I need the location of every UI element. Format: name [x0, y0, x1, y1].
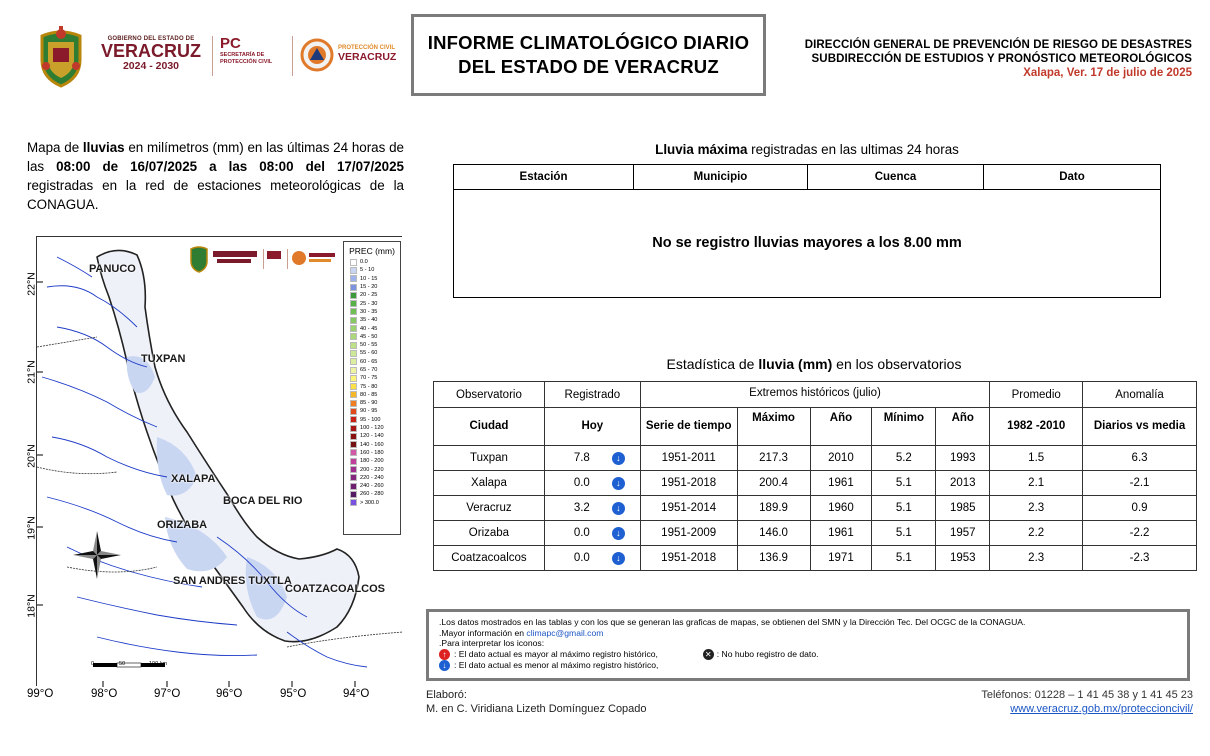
legend-row — [344, 490, 400, 498]
cell-promedio: 2.3 — [990, 546, 1083, 571]
legend-label: 180 - 200 — [360, 458, 384, 465]
legend-label: 65 - 70 — [360, 367, 378, 373]
cell-minimo: 5.1 — [872, 546, 936, 571]
gov-small-text: GOBIERNO DEL ESTADO DE — [107, 36, 195, 42]
head-periodo: 1982 -2010 — [990, 408, 1083, 446]
cell-maximo: 136.9 — [737, 546, 810, 571]
hoy-value: 0.0 — [573, 477, 590, 490]
legend-row — [344, 449, 400, 457]
legend-swatch — [350, 259, 357, 266]
proteccion-civil-logo — [338, 44, 408, 63]
legend-row — [344, 366, 400, 374]
head-promedio: Promedio — [990, 382, 1083, 408]
legend-row — [344, 382, 400, 390]
table-row — [434, 471, 1197, 496]
note-icon-line-2 — [439, 660, 1177, 671]
legend-swatch — [350, 433, 357, 440]
lon-label: 98°O — [91, 688, 118, 700]
cell-minimo: 5.1 — [872, 521, 936, 546]
cell-promedio: 2.1 — [990, 471, 1083, 496]
legend-row — [344, 432, 400, 440]
cell-promedio: 1.5 — [990, 446, 1083, 471]
city-label-xalapa: XALAPA — [171, 473, 216, 485]
lat-label: 21°N — [25, 360, 38, 384]
head-ciudad: Ciudad — [434, 408, 545, 446]
gov-state-text: VERACRUZ — [100, 41, 201, 61]
cell-anomalia: -2.1 — [1083, 471, 1197, 496]
intro-text: en milímetros (mm) en las últimas 24 horas de las — [27, 140, 404, 174]
pc-logo-text: PC — [220, 35, 241, 52]
intro-text: registradas en la red de estaciones meteorológicas de la CONAGUA. — [27, 178, 404, 212]
author-name: M. en C. Viridiana Lizeth Domínguez Copado — [426, 703, 647, 715]
no-data-icon: ✕ — [703, 649, 714, 660]
legend-swatch — [350, 483, 357, 490]
legend-label: 0.0 — [360, 259, 368, 266]
legend-label: 35 - 40 — [360, 317, 378, 324]
map-logos-icon — [187, 243, 337, 273]
max-rain-message: No se registro lluvias mayores a los 8.00 mm — [652, 235, 962, 251]
legend-swatch — [350, 425, 357, 432]
cell-minimo: 5.1 — [872, 496, 936, 521]
notes-box — [426, 609, 1190, 681]
legend-label: 140 - 160 — [360, 441, 384, 448]
contact-email-link[interactable]: climapc@gmail.com — [526, 627, 604, 638]
legend-row — [344, 499, 400, 507]
pcv-big-text: VERACRUZ — [338, 51, 397, 63]
head-observatorio: Observatorio — [434, 382, 545, 408]
website-link[interactable]: www.veracruz.gob.mx/proteccioncivil/ — [1010, 703, 1193, 715]
arrow-down-icon: ↓ — [612, 477, 625, 490]
legend-swatch — [350, 333, 357, 340]
cell-anio-max: 1961 — [810, 521, 872, 546]
cell-anio-min: 2013 — [936, 471, 990, 496]
col-cuenca: Cuenca — [808, 165, 984, 189]
legend-swatch — [350, 474, 357, 481]
legend-swatch — [350, 449, 357, 456]
lat-label: 19°N — [25, 516, 38, 540]
cell-ciudad: Coatzacoalcos — [434, 546, 545, 571]
legend-swatch — [350, 383, 357, 390]
legend-title: PREC (mm) — [349, 246, 395, 256]
directorate-line1: DIRECCIÓN GENERAL DE PREVENCIÓN DE RIESGO DE DESASTRES — [804, 39, 1192, 51]
legend-row — [344, 349, 400, 357]
head-serie: Serie de tiempo — [640, 408, 737, 446]
arrow-down-icon: ↓ — [612, 502, 625, 515]
cell-hoy — [544, 471, 640, 496]
report-title-line2: DEL ESTADO DE VERACRUZ — [458, 56, 719, 77]
arrow-down-icon: ↓ — [612, 552, 625, 565]
legend-swatch — [350, 458, 357, 465]
stats-title-pre: Estadística de — [666, 356, 759, 372]
legend-row — [344, 441, 400, 449]
legend-swatch — [350, 491, 357, 498]
lat-label: 22°N — [25, 272, 38, 296]
legend-swatch — [350, 375, 357, 382]
cell-serie: 1951-2011 — [640, 446, 737, 471]
legend-swatch — [350, 441, 357, 448]
directorate-block — [805, 38, 1192, 80]
legend-rows — [344, 258, 400, 507]
note-line1: .Los datos mostrados en las tablas y con los que se generan las graficas de mapas, se obtienen del SMN y la Dirección Tec. Del OCGC de la CONAGUA. — [439, 617, 1026, 627]
cell-hoy — [544, 496, 640, 521]
legend-swatch — [350, 499, 357, 506]
legend-swatch — [350, 408, 357, 415]
city-label-boca-del-rio: BOCA DEL RIO — [223, 495, 303, 507]
legend-label: 120 - 140 — [360, 433, 384, 440]
author-block — [426, 688, 647, 716]
cell-anio-max: 1961 — [810, 471, 872, 496]
legend-label: 20 - 25 — [360, 292, 378, 299]
legend-label: 60 - 65 — [360, 358, 378, 365]
head-hoy: Hoy — [544, 408, 640, 446]
rainfall-map — [36, 236, 402, 686]
legend-label: 45 - 50 — [360, 333, 378, 340]
veracruz-shield-icon — [36, 26, 86, 88]
head-anio-max: Año — [810, 408, 872, 446]
cell-serie: 1951-2009 — [640, 521, 737, 546]
legend-swatch — [350, 284, 357, 291]
table-row — [434, 446, 1197, 471]
cell-anio-max: 2010 — [810, 446, 872, 471]
legend-swatch — [350, 350, 357, 357]
note-icon-none-text: : No hubo registro de dato. — [716, 648, 819, 659]
col-estacion: Estación — [454, 165, 634, 189]
legend-swatch — [350, 308, 357, 315]
stats-title-bold: lluvia (mm) — [758, 356, 833, 372]
cell-anomalia: 0.9 — [1083, 496, 1197, 521]
legend-label: 90 - 95 — [360, 408, 378, 415]
cell-maximo: 217.3 — [737, 446, 810, 471]
map-logos — [187, 243, 337, 273]
cell-serie: 1951-2018 — [640, 546, 737, 571]
legend-label: 50 - 55 — [360, 342, 378, 349]
max-rain-title-bold: Lluvia máxima — [655, 142, 748, 157]
max-rain-title — [454, 142, 1160, 157]
table-row — [434, 546, 1197, 571]
report-title-box — [411, 14, 766, 96]
legend-row — [344, 457, 400, 465]
legend-swatch — [350, 391, 357, 398]
legend-row — [344, 341, 400, 349]
stats-body — [434, 446, 1197, 571]
hoy-value: 0.0 — [573, 552, 590, 565]
contact-block — [981, 688, 1193, 716]
legend-row — [344, 482, 400, 490]
city-label-coatzacoalcos: COATZACOALCOS — [285, 583, 386, 595]
city-label-tuxpan: TUXPAN — [141, 353, 186, 365]
cell-maximo: 200.4 — [737, 471, 810, 496]
lon-label: 94°O — [343, 688, 370, 700]
legend-row — [344, 308, 400, 316]
col-municipio: Municipio — [634, 165, 808, 189]
stats-title-post: en los observatorios — [832, 356, 962, 372]
cell-maximo: 146.0 — [737, 521, 810, 546]
cell-ciudad: Xalapa — [434, 471, 545, 496]
legend-swatch — [350, 367, 357, 374]
arrow-down-icon: ↓ — [612, 527, 625, 540]
legend-swatch — [350, 267, 357, 274]
col-dato: Dato — [1059, 171, 1085, 183]
legend-row — [344, 299, 400, 307]
legend-label: 15 - 20 — [360, 284, 378, 291]
scale-label-100: 100 km — [149, 661, 168, 667]
legend-label: 10 - 15 — [360, 275, 378, 282]
stats-table — [433, 381, 1197, 571]
pc-sub-text-1: SECRETARÍA DE — [220, 52, 265, 58]
cell-promedio: 2.2 — [990, 521, 1083, 546]
cell-maximo: 189.9 — [737, 496, 810, 521]
legend-row — [344, 374, 400, 382]
cell-promedio: 2.3 — [990, 496, 1083, 521]
legend-label: 220 - 240 — [360, 474, 384, 481]
cell-hoy — [544, 446, 640, 471]
legend-label: 260 - 280 — [360, 491, 384, 498]
legend-row — [344, 333, 400, 341]
intro-bold: lluvias — [82, 140, 125, 155]
cell-minimo: 5.2 — [872, 446, 936, 471]
legend-label: 70 - 75 — [360, 375, 378, 382]
legend-row — [344, 391, 400, 399]
legend-swatch — [350, 292, 357, 299]
legend-row — [344, 416, 400, 424]
header-logos — [36, 22, 406, 94]
note-icon-down-text: : El dato actual es menor al máximo registro histórico, — [454, 659, 659, 670]
cell-serie: 1951-2014 — [640, 496, 737, 521]
head-diarios: Diarios vs media — [1083, 408, 1197, 446]
legend-label: 160 - 180 — [360, 449, 384, 456]
map-description — [27, 138, 404, 214]
legend-label: > 300.0 — [360, 499, 379, 506]
note-line3: .Para interpretar los iconos: — [439, 638, 545, 648]
legend-swatch — [350, 416, 357, 423]
max-rain-title-rest: registradas en las ultimas 24 horas — [747, 142, 959, 157]
legend-swatch — [350, 300, 357, 307]
legend-swatch — [350, 400, 357, 407]
arrow-up-icon: ↑ — [439, 649, 450, 660]
head-anomalia: Anomalía — [1083, 382, 1197, 408]
legend-label: 30 - 35 — [360, 308, 378, 315]
legend-swatch — [350, 466, 357, 473]
max-rain-header — [454, 165, 1160, 190]
legend-row — [344, 465, 400, 473]
legend-row — [344, 316, 400, 324]
cell-anio-min: 1957 — [936, 521, 990, 546]
cell-anio-max: 1971 — [810, 546, 872, 571]
legend-row — [344, 275, 400, 283]
intro-text: Mapa de — [27, 140, 83, 155]
legend-swatch — [350, 358, 357, 365]
stats-title — [433, 356, 1195, 372]
lon-label: 97°O — [154, 688, 181, 700]
scale-label-50: 50 — [119, 661, 126, 667]
cell-anomalia: -2.3 — [1083, 546, 1197, 571]
logo-divider — [212, 36, 213, 76]
legend-swatch — [350, 275, 357, 282]
arrow-down-icon: ↓ — [612, 452, 625, 465]
directorate-line2: SUBDIRECCIÓN DE ESTUDIOS Y PRONÓSTICO METEOROLÓGICOS — [811, 53, 1192, 65]
hoy-value: 0.0 — [573, 527, 590, 540]
cell-ciudad: Tuxpan — [434, 446, 545, 471]
note-icon-line — [439, 649, 1177, 660]
proteccion-civil-emblem-icon — [300, 38, 334, 72]
legend-label: 80 - 85 — [360, 391, 378, 398]
legend-row — [344, 474, 400, 482]
legend-row — [344, 424, 400, 432]
precipitation-legend — [343, 241, 401, 535]
legend-row — [344, 407, 400, 415]
note-line2 — [439, 628, 1177, 639]
lon-label: 96°O — [216, 688, 243, 700]
legend-label: 85 - 90 — [360, 400, 378, 407]
legend-swatch — [350, 325, 357, 332]
legend-label: 240 - 260 — [360, 483, 384, 490]
pcv-small-text: PROTECCIÓN CIVIL — [338, 45, 396, 51]
head-registrado: Registrado — [544, 382, 640, 408]
cell-anio-min: 1993 — [936, 446, 990, 471]
table-row — [434, 496, 1197, 521]
legend-row — [344, 324, 400, 332]
legend-row — [344, 358, 400, 366]
legend-label: 200 - 220 — [360, 466, 384, 473]
legend-row — [344, 399, 400, 407]
head-minimo: Mínimo — [872, 408, 936, 446]
legend-label: 40 - 45 — [360, 325, 378, 332]
cell-anomalia: -2.2 — [1083, 521, 1197, 546]
legend-row — [344, 291, 400, 299]
note-icon-up-text: : El dato actual es mayor al máximo registro histórico, — [454, 648, 658, 659]
legend-row — [344, 258, 400, 266]
legend-row — [344, 283, 400, 291]
hoy-value: 7.8 — [573, 452, 590, 465]
legend-label: 100 - 120 — [360, 425, 384, 432]
lon-label: 99°O — [27, 688, 54, 700]
cell-ciudad: Veracruz — [434, 496, 545, 521]
cell-hoy — [544, 521, 640, 546]
cell-anio-max: 1960 — [810, 496, 872, 521]
arrow-down-icon: ↓ — [439, 660, 450, 671]
scale-label-0: 0 — [91, 661, 95, 667]
logo-divider — [292, 36, 293, 76]
head-extremos: Extremos históricos (julio) — [640, 382, 989, 408]
report-title-line1: INFORME CLIMATOLÓGICO DIARIO — [427, 32, 750, 53]
pc-logo — [220, 36, 290, 66]
city-label-san-andres-tuxtla: SAN ANDRES TUXTLA — [173, 575, 292, 587]
phone-numbers: Teléfonos: 01228 – 1 41 45 38 y 1 41 45 23 — [981, 689, 1193, 701]
table-row — [434, 521, 1197, 546]
head-anio-min: Año — [936, 408, 990, 446]
cell-anio-min: 1985 — [936, 496, 990, 521]
legend-swatch — [350, 342, 357, 349]
hoy-value: 3.2 — [573, 502, 590, 515]
legend-row — [344, 266, 400, 274]
cell-ciudad: Orizaba — [434, 521, 545, 546]
legend-label: 95 - 100 — [360, 416, 381, 423]
legend-label: 75 - 80 — [360, 383, 378, 390]
cell-minimo: 5.1 — [872, 471, 936, 496]
note-line2-text: .Mayor información en — [439, 627, 527, 638]
max-rain-table — [453, 164, 1161, 298]
cell-anomalia: 6.3 — [1083, 446, 1197, 471]
cell-serie: 1951-2018 — [640, 471, 737, 496]
lat-label: 20°N — [25, 444, 38, 468]
legend-label: 25 - 30 — [360, 300, 378, 307]
city-label-orizaba: ORIZABA — [157, 519, 208, 531]
legend-swatch — [350, 317, 357, 324]
lat-label: 18°N — [25, 594, 38, 618]
gov-years-text: 2024 - 2030 — [122, 60, 180, 72]
city-label-panuco: PANUCO — [89, 263, 136, 275]
legend-label: 5 - 10 — [360, 267, 375, 274]
elaboro-label: Elaboró: — [426, 689, 467, 701]
cell-hoy — [544, 546, 640, 571]
legend-label: 55 - 60 — [360, 350, 378, 357]
cell-anio-min: 1953 — [936, 546, 990, 571]
government-logo — [96, 36, 206, 72]
pc-sub-text-2: PROTECCIÓN CIVIL — [220, 59, 273, 65]
lon-label: 95°O — [280, 688, 307, 700]
report-date: Xalapa, Ver. 17 de julio de 2025 — [1023, 67, 1192, 79]
head-maximo: Máximo — [737, 408, 810, 446]
intro-bold-period: 08:00 de 16/07/2025 a las 08:00 del 17/07/2025 — [56, 159, 404, 174]
